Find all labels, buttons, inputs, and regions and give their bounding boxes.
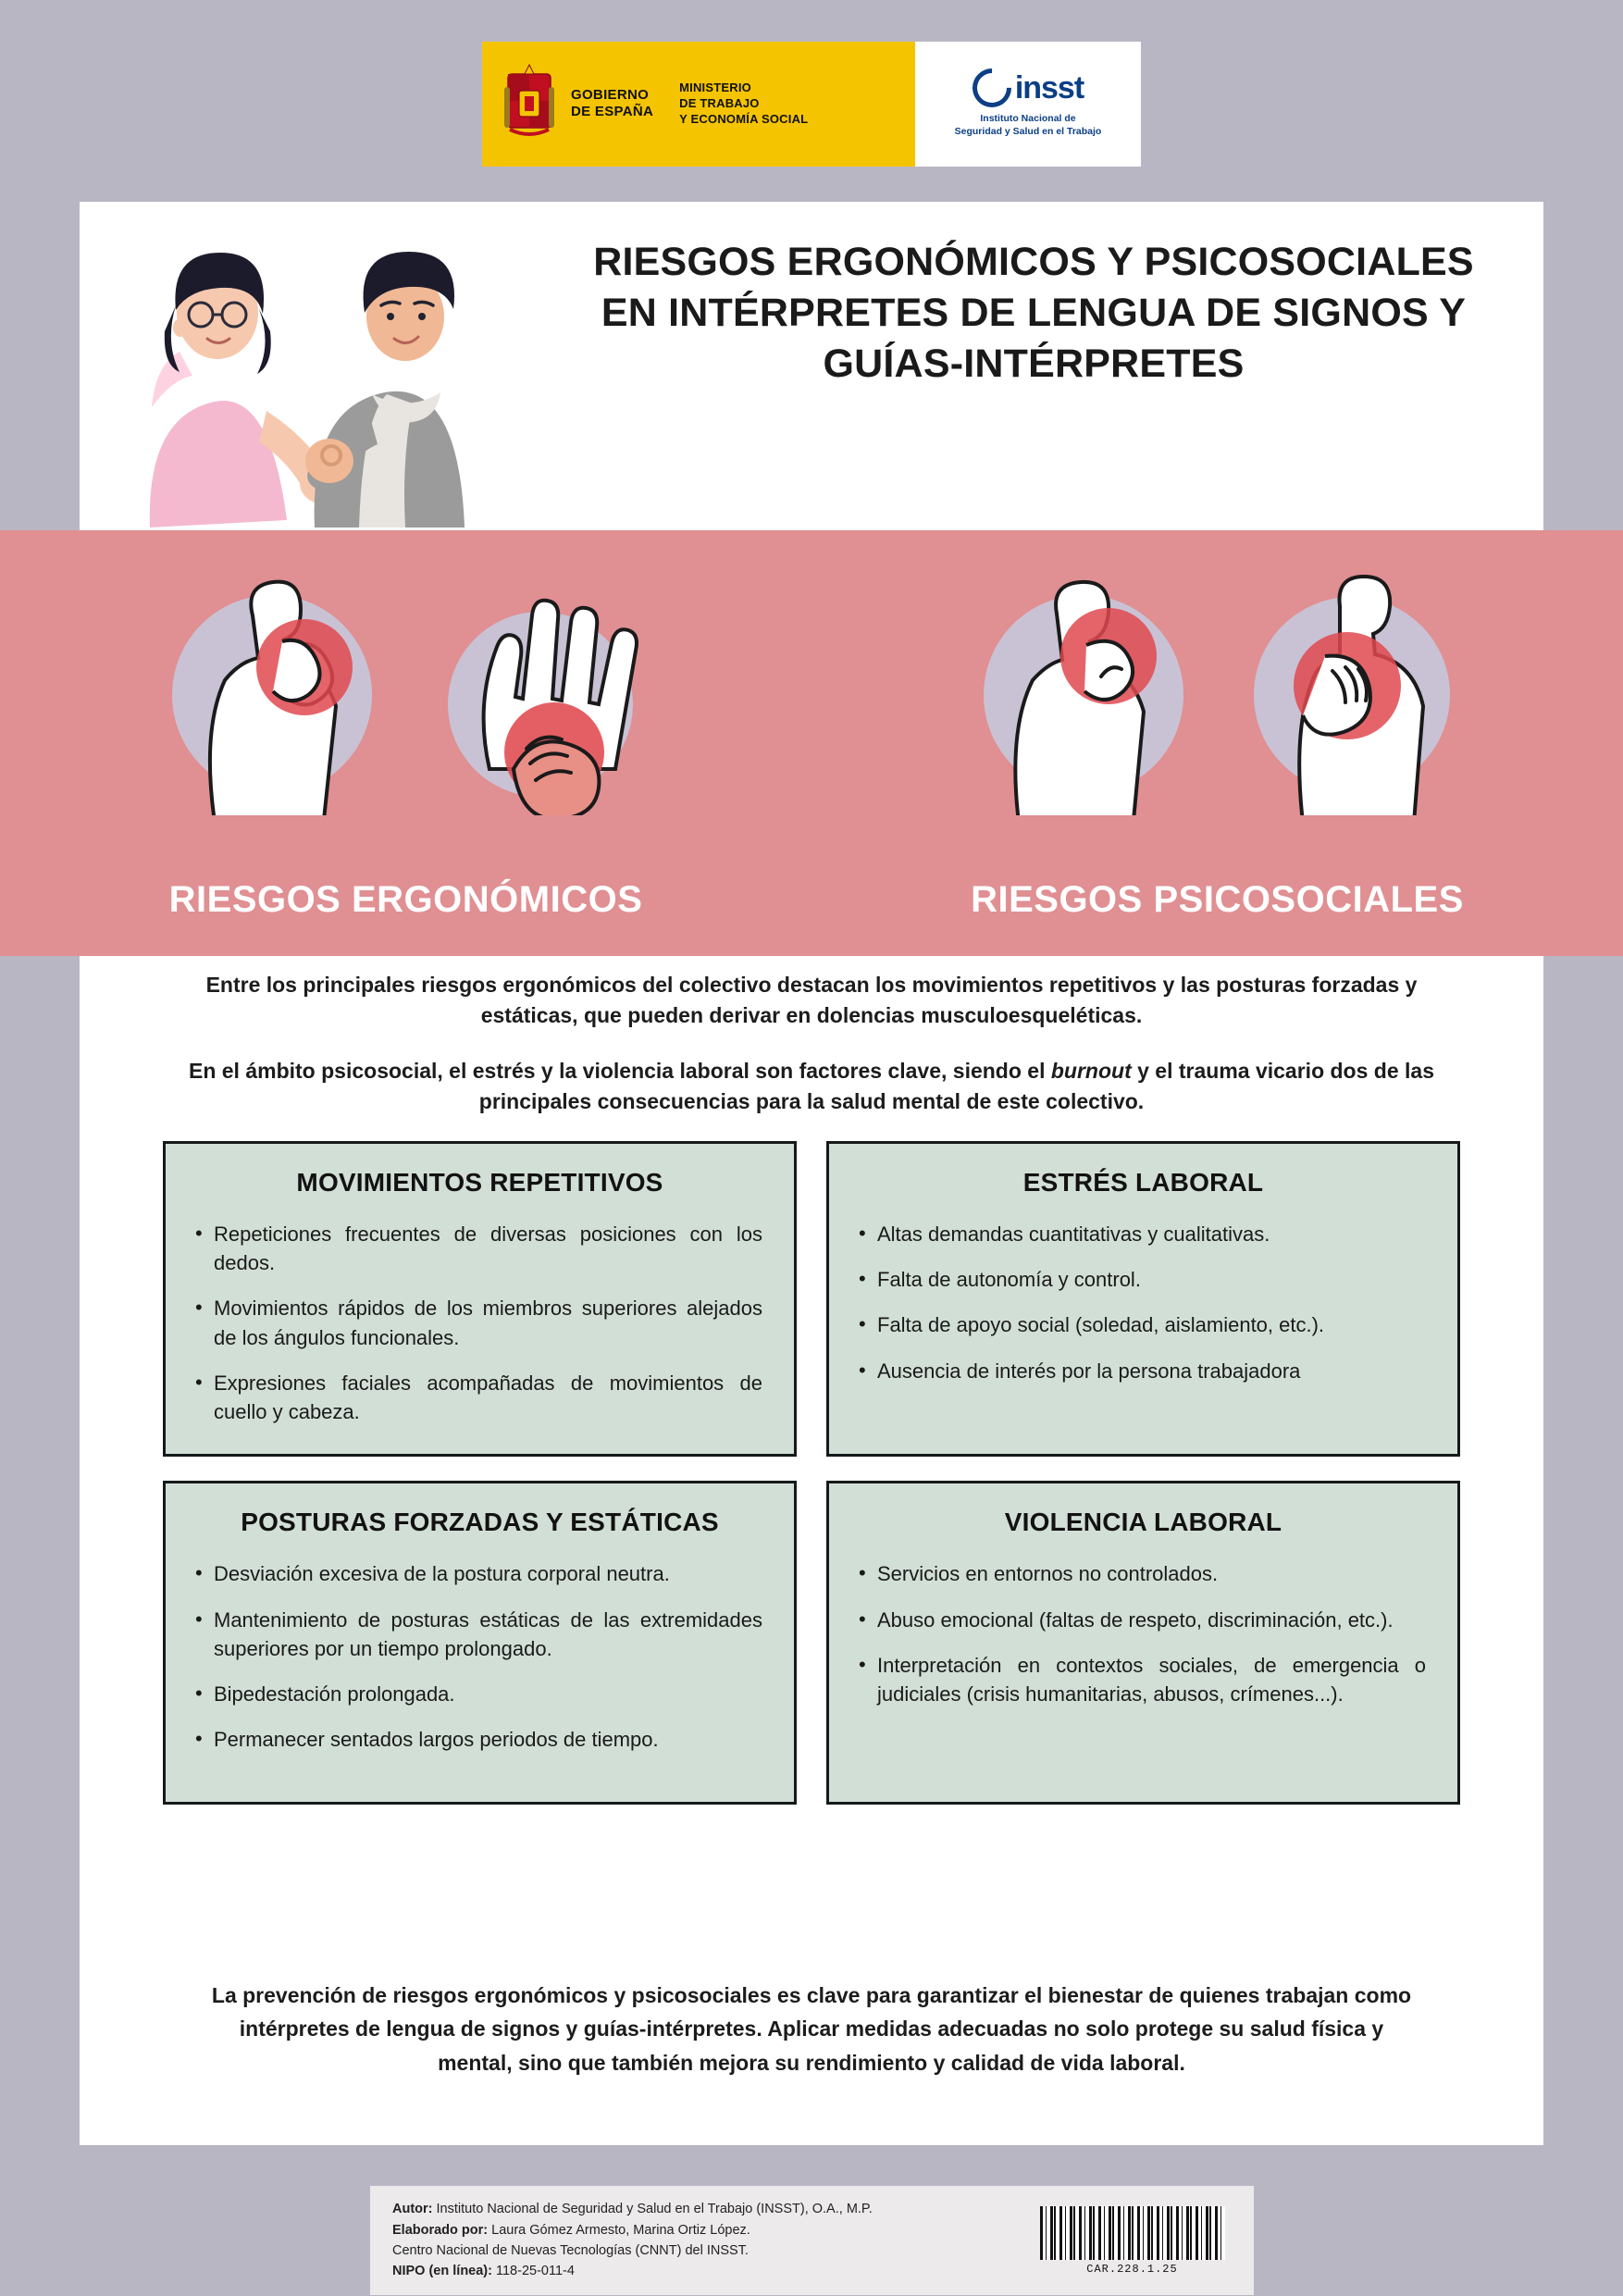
list-item: • Permanecer sentados largos periodos de tiempo. bbox=[214, 1725, 762, 1754]
card-title: POSTURAS FORZADAS Y ESTÁTICAS bbox=[241, 1508, 719, 1537]
footer-author-line bbox=[392, 2199, 1033, 2219]
gov-line-1: GOBIERNO bbox=[571, 86, 650, 103]
card-estres-laboral bbox=[826, 1141, 1460, 1457]
list-item: • Falta de autonomía y control. bbox=[877, 1265, 1426, 1294]
card-posturas-forzadas bbox=[163, 1481, 797, 1805]
footer-credits bbox=[392, 2199, 1033, 2282]
risk-column-psychosocial bbox=[812, 530, 1623, 956]
page-title: RIESGOS ERGONÓMICOS Y PSICOSOCIALES EN INTÉRPRETES DE LENGUA DE SIGNOS Y GUÍAS-INTÉRPRETES bbox=[593, 240, 1474, 387]
footer-center-line: Centro Nacional de Nuevas Tecnologías (CNNT) del INSST. bbox=[392, 2243, 749, 2258]
insst-subtitle: Instituto Nacional de Seguridad y Salud en el Trabajo bbox=[954, 112, 1102, 137]
list-item: • Abuso emocional (faltas de respeto, discriminación, etc.). bbox=[877, 1606, 1426, 1634]
footer-elaborated-value: Laura Gómez Armesto, Marina Ortiz López. bbox=[491, 2222, 750, 2238]
poster-sheet bbox=[80, 202, 1543, 2145]
intro-p2-part2: y el trauma vicario dos de las principales consecuencias para la salud mental de este colectivo. bbox=[478, 1058, 1434, 1114]
list-item: • Ausencia de interés por la persona trabajadora bbox=[877, 1357, 1426, 1385]
gov-line-2: DE ESPAÑA bbox=[571, 104, 654, 120]
ministerio-line-1: MINISTERIO bbox=[679, 81, 751, 95]
footer-elaborated-line bbox=[392, 2220, 1033, 2240]
card-list bbox=[193, 1220, 766, 1426]
footer-author-label: Autor: bbox=[392, 2202, 433, 2217]
risk-label-psychosocial: RIESGOS PSICOSOCIALES bbox=[971, 879, 1464, 920]
list-item: • Falta de apoyo social (soledad, aislamiento, etc.). bbox=[877, 1310, 1426, 1339]
headache-stress-icon bbox=[968, 556, 1199, 815]
gobierno-de-espana-label bbox=[571, 87, 653, 122]
list-item: • Bipedestación prolongada. bbox=[214, 1680, 762, 1708]
two-people-signing-illustration bbox=[94, 213, 539, 527]
spain-coat-of-arms-icon bbox=[501, 63, 558, 146]
title-band bbox=[80, 202, 1543, 530]
government-banner bbox=[482, 42, 1141, 167]
risk-label-ergonomic: RIESGOS ERGONÓMICOS bbox=[168, 879, 643, 920]
card-title: VIOLENCIA LABORAL bbox=[1004, 1508, 1282, 1537]
list-item: • Altas demandas cuantitativas y cualitativas. bbox=[877, 1220, 1426, 1248]
card-list bbox=[857, 1559, 1430, 1708]
ministry-block bbox=[482, 42, 915, 167]
barcode-icon bbox=[1033, 2206, 1232, 2276]
footer-author-value: Instituto Nacional de Seguridad y Salud en el Trabajo (INSST), O.A., M.P. bbox=[436, 2202, 873, 2217]
insst-block bbox=[915, 42, 1141, 167]
ministerio-line-3: Y ECONOMÍA SOCIAL bbox=[679, 111, 809, 126]
closing-paragraph: La prevención de riesgos ergonómicos y psicosociales es clave para garantizar el bienestar de quienes trabajan como intérpretes de lengua de signos y guías-intérpretes. Aplicar medidas adecuadas no solo protege su salud física y mental, sino que también mejora su rendimiento y calidad de vida laboral. bbox=[211, 1982, 1412, 2076]
intro-text bbox=[165, 970, 1458, 1141]
list-item: • Repeticiones frecuentes de diversas posiciones con los dedos. bbox=[214, 1220, 762, 1277]
card-title: ESTRÉS LABORAL bbox=[1022, 1168, 1264, 1197]
card-list bbox=[193, 1559, 766, 1754]
ministerio-line-2: DE TRABAJO bbox=[679, 96, 760, 111]
intro-p2-emphasis: burnout bbox=[1050, 1058, 1132, 1083]
card-movimientos-repetitivos bbox=[163, 1141, 797, 1457]
footer-bar bbox=[370, 2186, 1254, 2295]
wrist-pain-icon bbox=[425, 556, 656, 815]
risk-card-grid bbox=[163, 1141, 1460, 1805]
card-title: MOVIMIENTOS REPETITIVOS bbox=[296, 1168, 663, 1197]
insst-logo-icon bbox=[973, 68, 1084, 107]
neck-pain-icon bbox=[156, 556, 388, 815]
intro-paragraph-2 bbox=[165, 1056, 1458, 1118]
ministerio-label bbox=[679, 81, 808, 128]
list-item: • Interpretación en contextos sociales, de emergencia o judiciales (crisis humanitarias, abusos, crímenes...). bbox=[877, 1651, 1426, 1708]
card-violencia-laboral bbox=[826, 1481, 1460, 1805]
risk-band bbox=[0, 530, 1623, 956]
chest-anxiety-icon bbox=[1236, 556, 1468, 815]
barcode-bars bbox=[1040, 2206, 1225, 2260]
list-item: • Servicios en entornos no controlados. bbox=[877, 1559, 1426, 1588]
intro-paragraph-1: Entre los principales riesgos ergonómicos del colectivo destacan los movimientos repetitivos y las posturas forzadas y estáticas, que pueden derivar en dolencias musculoesqueléticas. bbox=[205, 973, 1418, 1028]
list-item: • Movimientos rápidos de los miembros superiores alejados de los ángulos funcionales. bbox=[214, 1294, 762, 1351]
intro-p2-part1: En el ámbito psicosocial, el estrés y la violencia laboral son factores clave, siendo el bbox=[188, 1058, 1051, 1083]
footer-nipo-line bbox=[392, 2261, 1033, 2281]
card-list bbox=[857, 1220, 1430, 1385]
footer-nipo-label: NIPO (en línea): bbox=[392, 2264, 492, 2279]
insst-circle-icon bbox=[964, 60, 1019, 115]
insst-wordmark: insst bbox=[1014, 69, 1084, 105]
list-item: • Expresiones faciales acompañadas de movimientos de cuello y cabeza. bbox=[214, 1369, 762, 1426]
barcode-number: CAR.228.1.25 bbox=[1086, 2262, 1178, 2276]
footer-elaborated-label: Elaborado por: bbox=[392, 2222, 489, 2238]
list-item: • Mantenimiento de posturas estáticas de las extremidades superiores por un tiempo prolongado. bbox=[214, 1606, 762, 1663]
footer-nipo-value: 118-25-011-4 bbox=[496, 2264, 575, 2279]
list-item: • Desviación excesiva de la postura corporal neutra. bbox=[214, 1559, 762, 1588]
risk-column-ergonomic bbox=[0, 530, 812, 956]
